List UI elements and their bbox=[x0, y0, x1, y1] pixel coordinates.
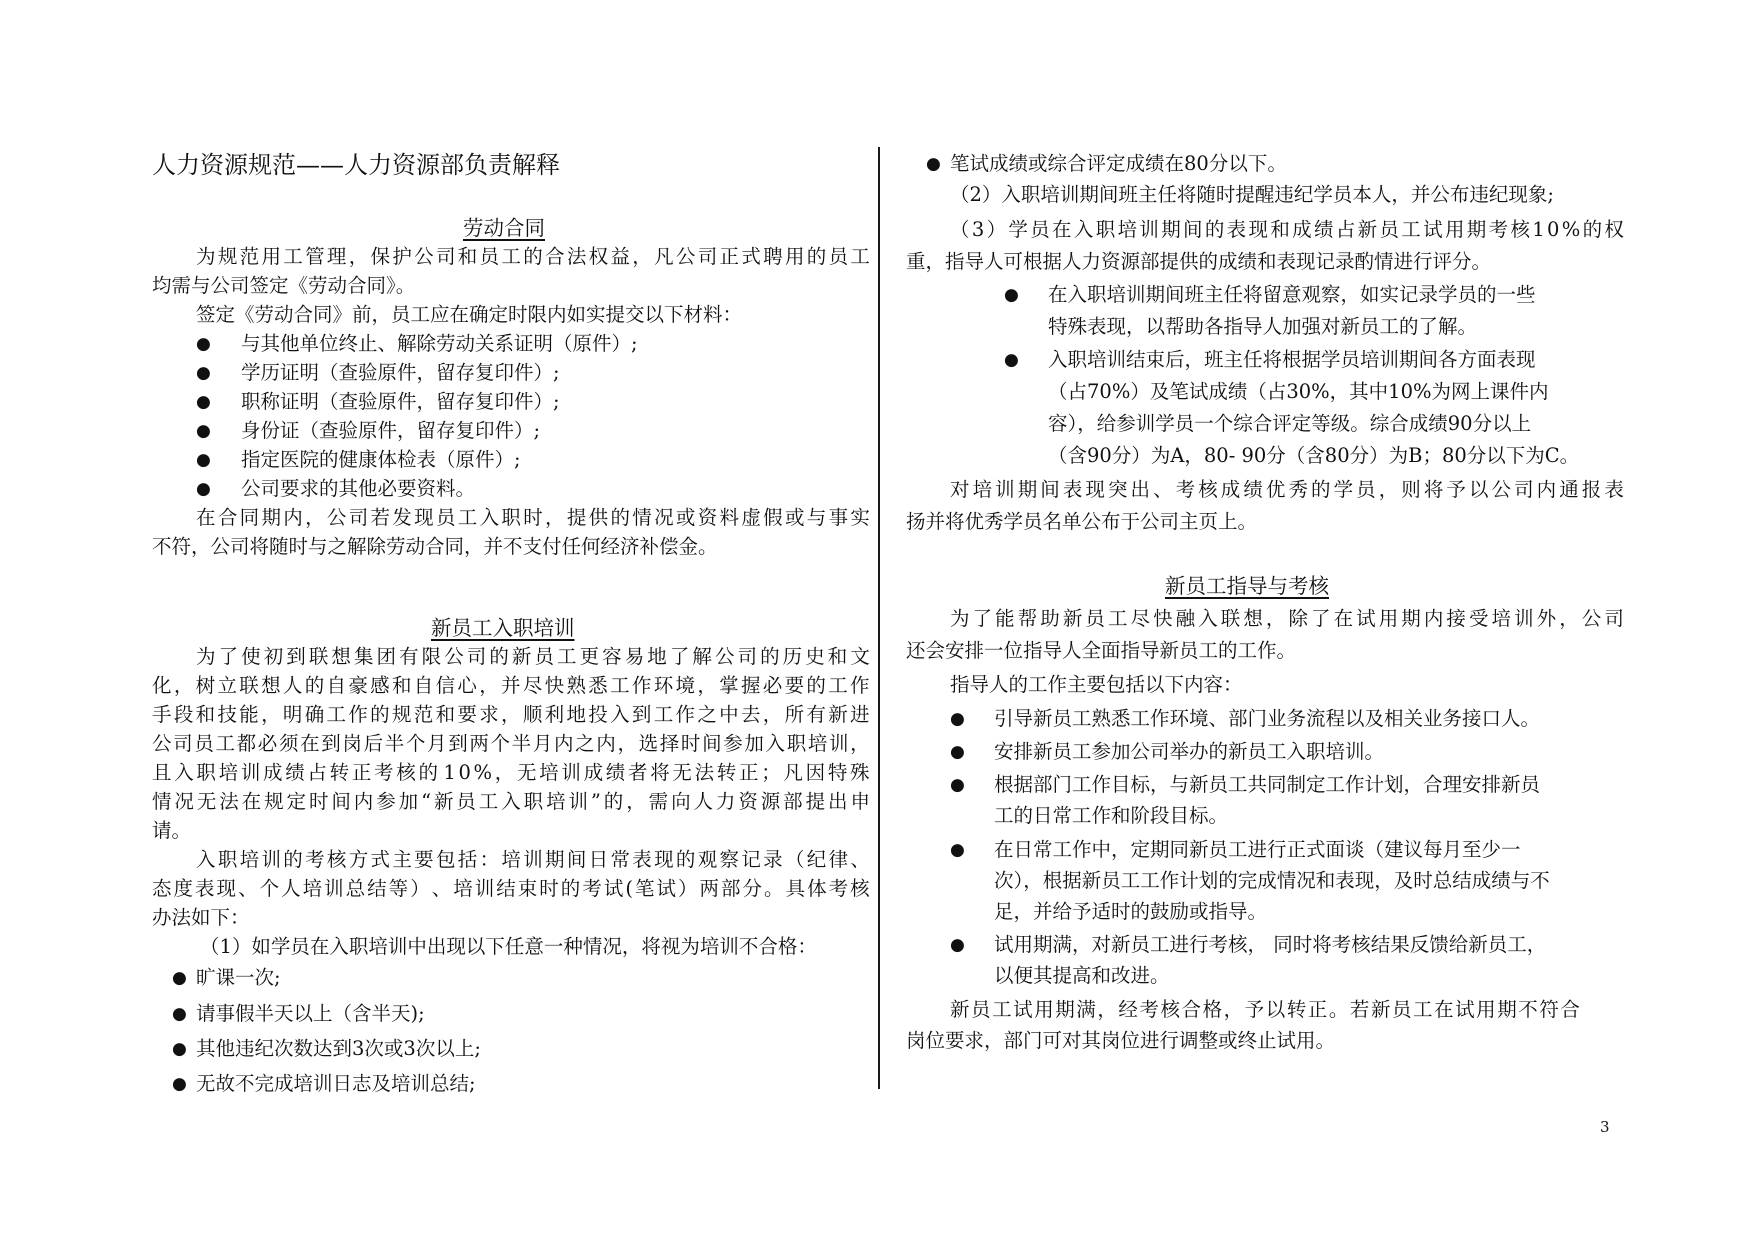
mentor-intro-line-1: 为 了 能 帮 助 新 员 工 尽 快 融 入 联 想 ， 除 了 在 试 用 期 内 接 受 培 训 外 ， 公 司 bbox=[950, 607, 1624, 630]
bullet-icon: ● bbox=[196, 392, 211, 412]
page-title: 人力资源规范——人力资源部负责解释 bbox=[152, 151, 560, 179]
column-divider bbox=[878, 147, 880, 1089]
heading-labor-contract: 劳动合同 bbox=[463, 216, 545, 240]
bullet-icon: ● bbox=[950, 935, 965, 955]
bullet-icon: ● bbox=[950, 775, 965, 795]
bullet-icon: ● bbox=[950, 742, 965, 762]
training-para-line: 手 段 和 技 能 ， 明 确 工 作 的 规 范 和 要 求 ， 顺 利 地 投 入 到 工 作 之 中 去 ， 所 有 新 进 bbox=[152, 703, 870, 726]
rule-1: （1）如学员在入职培训中出现以下任意一种情况，将视为培训不合格： bbox=[200, 935, 817, 958]
materials-intro: 签定《劳动合同》前，员工应在确定时限内如实提交以下材料： bbox=[196, 303, 743, 326]
mentor-closing-line-2: 岗位要求，部门可对其岗位进行调整或终止试用。 bbox=[906, 1029, 1336, 1052]
bullet-icon: ● bbox=[172, 1074, 187, 1094]
praise-line-2: 扬并将优秀学员名单公布于公司主页上。 bbox=[906, 510, 1258, 533]
page-number: 3 bbox=[1600, 1118, 1610, 1136]
heading-new-employee-training: 新员工入职培训 bbox=[431, 616, 575, 640]
mentor-closing-line-1: 新 员 工 试 用 期 满 ， 经 考 核 合 格 ， 予 以 转 正 。 若 新 员 工 在 试 用 期 不 符 合 bbox=[950, 998, 1580, 1021]
bullet-icon: ● bbox=[196, 363, 211, 383]
bullet-icon: ● bbox=[196, 479, 211, 499]
heading-mentoring-assessment: 新员工指导与考核 bbox=[1165, 574, 1329, 598]
training-para-line: 情 况 无 法 在 规 定 时 间 内 参 加 “ 新 员 工 入 职 培 训 ” 的 ， 需 向 人 力 资 源 部 提 出 申 bbox=[152, 790, 870, 813]
contract-closing-line-1: 在 合 同 期 内 ， 公 司 若 发 现 员 工 入 职 时 ， 提 供 的 情 况 或 资 料 虚 假 或 与 事 实 bbox=[196, 506, 870, 529]
praise-line-1: 对 培 训 期 间 表 现 突 出 、 考 核 成 绩 优 秀 的 学 员 ， 则 将 予 以 公 司 内 通 报 表 bbox=[950, 478, 1624, 501]
training-para-line: 化 ， 树 立 联 想 人 的 自 豪 感 和 自 信 心 ， 并 尽 快 熟 悉 工 作 环 境 ， 掌 握 必 要 的 工 作 bbox=[152, 674, 870, 697]
bullet-icon: ● bbox=[172, 1004, 187, 1024]
bullet-icon: ● bbox=[196, 334, 211, 354]
bullet-icon: ● bbox=[950, 840, 965, 860]
mentor-duties-intro: 指导人的工作主要包括以下内容： bbox=[950, 673, 1243, 696]
contract-intro-line-1: 为 规 范 用 工 管 理 ， 保 护 公 司 和 员 工 的 合 法 权 益 ， 凡 公 司 正 式 聘 用 的 员 工 bbox=[196, 245, 870, 268]
bullet-icon: ● bbox=[172, 1039, 187, 1059]
bullet-icon: ● bbox=[926, 154, 941, 174]
bullet-icon: ● bbox=[172, 968, 187, 988]
contract-closing-line-2: 不符，公司将随时与之解除劳动合同，并不支付任何经济补偿金。 bbox=[152, 535, 718, 558]
contract-intro-line-2: 均需与公司签定《劳动合同》。 bbox=[152, 274, 416, 297]
bullet-icon: ● bbox=[196, 421, 211, 441]
assessment-para-line: 办法如下： bbox=[152, 906, 250, 929]
training-para-line: 为 了 使 初 到 联 想 集 团 有 限 公 司 的 新 员 工 更 容 易 地 了 解 公 司 的 历 史 和 文 bbox=[196, 645, 870, 668]
bullet-icon: ● bbox=[196, 450, 211, 470]
rule-3-line-2: 重，指导人可根据人力资源部提供的成绩和表现记录酌情进行评分。 bbox=[906, 250, 1492, 273]
training-para-line: 请。 bbox=[152, 819, 192, 842]
bullet-icon: ● bbox=[1004, 285, 1019, 305]
rule-3-line-1: （ 3 ） 学 员 在 入 职 培 训 期 间 的 表 现 和 成 绩 占 新 员 工 试 用 期 考 核 1 0 % 的 权 bbox=[950, 218, 1624, 241]
bullet-icon: ● bbox=[1004, 350, 1019, 370]
assessment-para-line: 入 职 培 训 的 考 核 方 式 主 要 包 括 ： 培 训 期 间 日 常 表 现 的 观 察 记 录 （ 纪 律 、 bbox=[196, 848, 870, 871]
training-para-line: 且 入 职 培 训 成 绩 占 转 正 考 核 的 1 0 % ， 无 培 训 成 绩 者 将 无 法 转 正 ； 凡 因 特 殊 bbox=[152, 761, 870, 784]
mentor-intro-line-2: 还会安排一位指导人全面指导新员工的工作。 bbox=[906, 639, 1297, 662]
bullet-icon: ● bbox=[950, 709, 965, 729]
assessment-para-line: 态 度 表 现 、 个 人 培 训 总 结 等 ） 、 培 训 结 束 时 的 考 试 ( 笔 试 ） 两 部 分 。 具 体 考 核 bbox=[152, 877, 870, 900]
rule-2: （2）入职培训期间班主任将随时提醒违纪学员本人，并公布违纪现象; bbox=[950, 183, 1554, 206]
training-para-line: 公 司 员 工 都 必 须 在 到 岗 后 半 个 月 到 两 个 半 月 内 之 内 ， 选 择 时 间 参 加 入 职 培 训 ， bbox=[152, 732, 870, 755]
